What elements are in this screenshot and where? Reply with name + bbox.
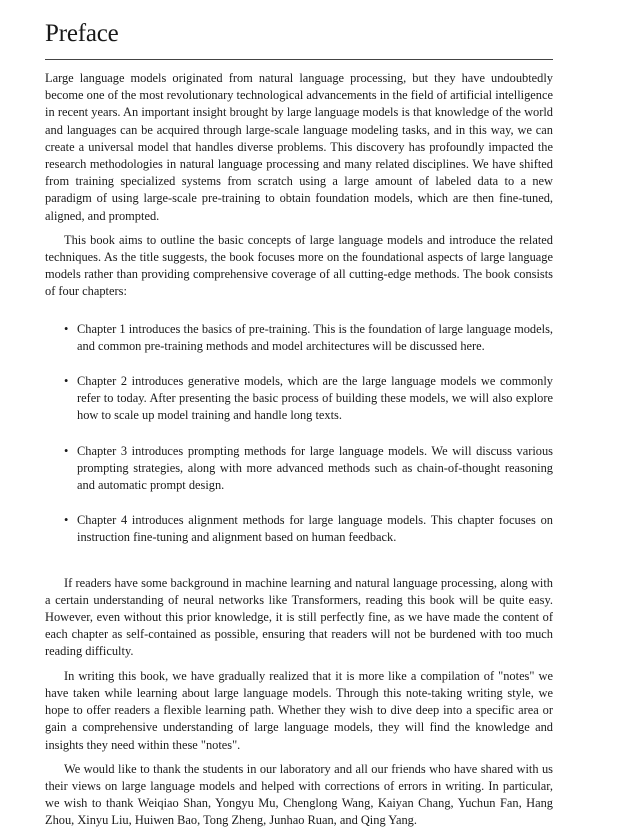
- bullet-icon: •: [64, 443, 69, 458]
- paragraph-background: If readers have some background in machine learning and natural language processing, along with a certain understanding of neural networks like Transformers, reading this book will be quite easy. However, even without this prior knowledge, it is still perfectly fine, as we have made the content of each chapter as self-contained as possible, ensuring that readers will not be burdened with too much reading difficulty.: [45, 575, 553, 659]
- chapter-list: [45, 321, 553, 547]
- list-item-text: Chapter 2 introduces generative models, which are the large language models we commonly refer to today. After presenting the basic process of building these models, we will also explore how to scale up model training and handle long texts.: [77, 374, 553, 423]
- bullet-icon: •: [64, 321, 69, 336]
- list-item-text: Chapter 1 introduces the basics of pre-training. This is the foundation of large language models, and common pre-training methods and model architectures will be discussed here.: [77, 321, 553, 353]
- bullet-icon: •: [64, 374, 69, 389]
- list-item-chapter-3: [45, 443, 553, 495]
- document-page: [45, 18, 553, 837]
- list-item-chapter-2: [45, 373, 553, 425]
- list-item-text: Chapter 4 introduces alignment methods for large language models. This chapter focuses on instruction fine-tuning and alignment based on human feedback.: [77, 513, 553, 545]
- page-title: Preface: [45, 20, 119, 47]
- list-item-chapter-1: [45, 321, 553, 355]
- paragraph-book-aims: This book aims to outline the basic concepts of large language models and introduce the related techniques. As the title suggests, the book focuses more on the foundational aspects of large language models rather than providing comprehensive coverage of all cutting-edge methods. The book consists of four chapters:: [45, 232, 553, 299]
- paragraph-notes: In writing this book, we have gradually realized that it is more like a compilation of "notes" we have taken while learning about large language models. Through this note-taking writing style, we hope to offer readers a flexible learning path. Whether they wish to dive deep into a specific area or gain a comprehensive understanding of large language models, they will find the knowledge and insights they need within these "notes".: [45, 668, 553, 752]
- bullet-icon: •: [64, 513, 69, 528]
- list-item-text: Chapter 3 introduces prompting methods for large language models. We will discuss various prompting strategies, along with more advanced methods such as chain-of-thought reasoning and automatic prompt design.: [77, 443, 553, 493]
- paragraph-intro: Large language models originated from natural language processing, but they have undoubtedly become one of the most revolutionary technological advancements in the field of artificial intelligence in recent years. An important insight brought by large language models is that knowledge of the world and languages can be acquired through large-scale language modeling tasks, and in this way, we can create a universal model that handles diverse problems. This discovery has profoundly impacted the research methodologies in natural language processing and many related disciplines. We have shifted from training specialized systems from scratch using a large amount of labeled data to a new paradigm of using large-scale pre-training to obtain foundation models, which are then fine-tuned, aligned, and prompted.: [45, 71, 553, 223]
- list-item-chapter-4: [45, 512, 553, 546]
- paragraph-acknowledgements: We would like to thank the students in our laboratory and all our friends who have shared with us their views on large language models and helped with corrections of errors in writing. In particular, we wish to thank Weiqiao Shan, Yongyu Mu, Chenglong Wang, Kaiyan Chang, Yuchun Fan, Hang Zhou, Xinyu Liu, Huiwen Bao, Tong Zheng, Junhao Ruan, and Qing Yang.: [45, 761, 553, 828]
- title-divider: [45, 59, 553, 60]
